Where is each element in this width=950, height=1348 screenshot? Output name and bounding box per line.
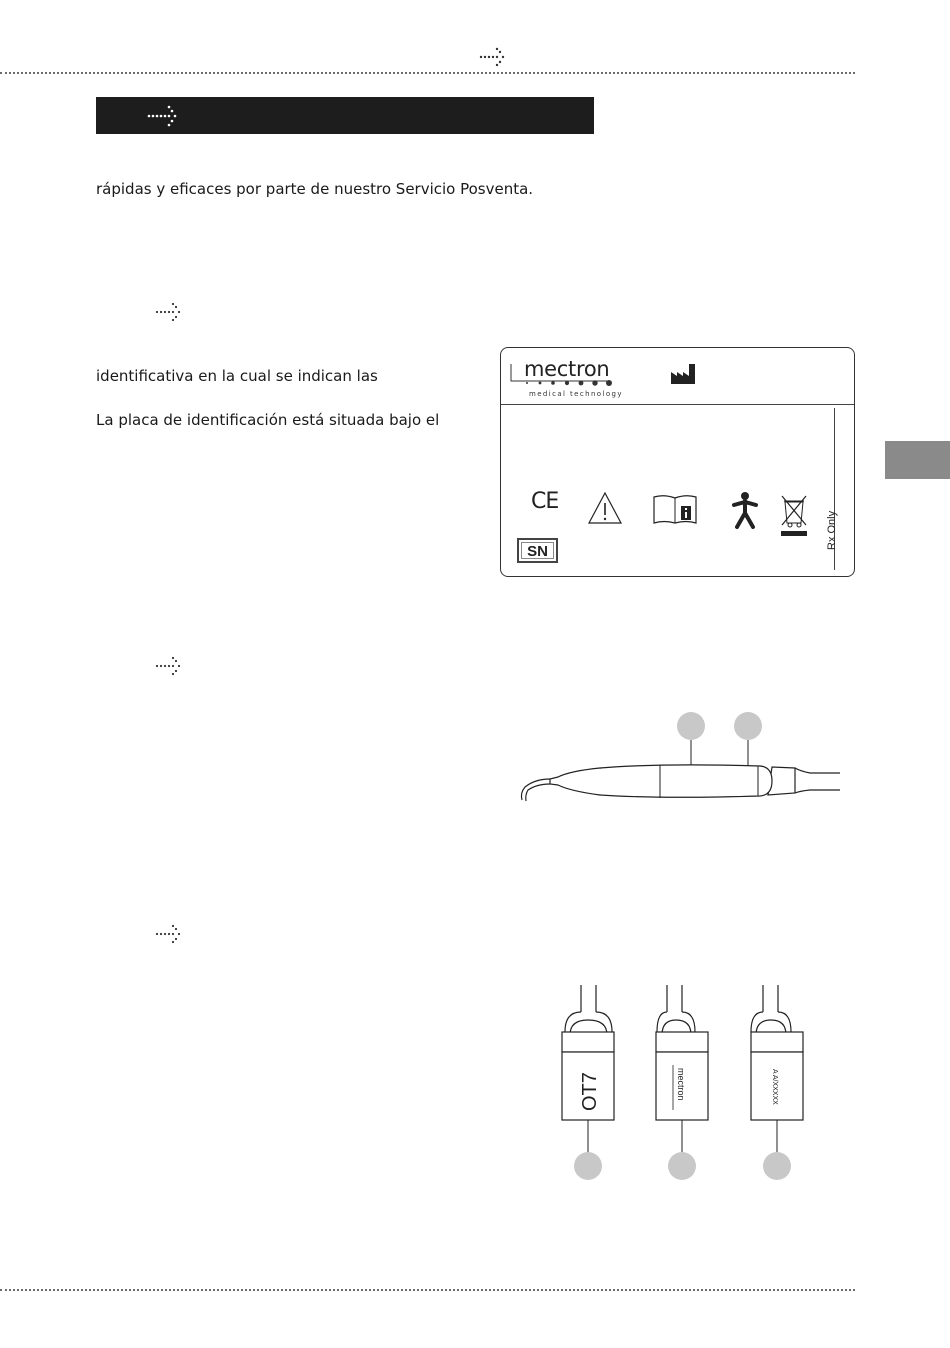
section-title-bar bbox=[96, 97, 594, 134]
ce-mark: CE bbox=[531, 489, 559, 514]
section-arrow-icon bbox=[154, 654, 184, 678]
paragraph-plate-line-1: identificativa en la cual se indican las bbox=[96, 367, 378, 385]
paragraph-service: rápidas y eficaces por parte de nuestro Servicio Posventa. bbox=[96, 180, 534, 198]
tip-1-label: OT7 bbox=[579, 1072, 601, 1111]
rx-only-label: Rx Only bbox=[826, 510, 838, 550]
tips-illustration bbox=[545, 980, 825, 1185]
type-b-applied-part-icon bbox=[730, 491, 760, 529]
side-tab bbox=[885, 441, 950, 479]
handpiece-illustration bbox=[510, 705, 850, 810]
paragraph-plate-line-2: La placa de identificación está situada bajo el bbox=[96, 411, 440, 429]
tip-3-label: A A/XXXXX bbox=[771, 1069, 778, 1105]
weee-bin-icon bbox=[778, 493, 810, 539]
tip-2-label: mectron bbox=[676, 1068, 686, 1101]
title-arrow-icon bbox=[146, 103, 178, 129]
manual-info-icon bbox=[652, 493, 698, 525]
brand-subtitle: medical technology bbox=[529, 390, 623, 398]
section-arrow-icon bbox=[154, 300, 184, 324]
bottom-rule bbox=[0, 1289, 855, 1291]
header-divider bbox=[501, 404, 854, 405]
header-arrow-icon bbox=[478, 45, 508, 69]
brand-logo: mectron bbox=[524, 357, 610, 381]
section-arrow-icon bbox=[154, 922, 184, 946]
warning-icon bbox=[586, 490, 624, 526]
serial-number-symbol: SN bbox=[517, 538, 558, 563]
manufacturer-icon bbox=[669, 362, 701, 386]
top-rule bbox=[0, 72, 855, 74]
